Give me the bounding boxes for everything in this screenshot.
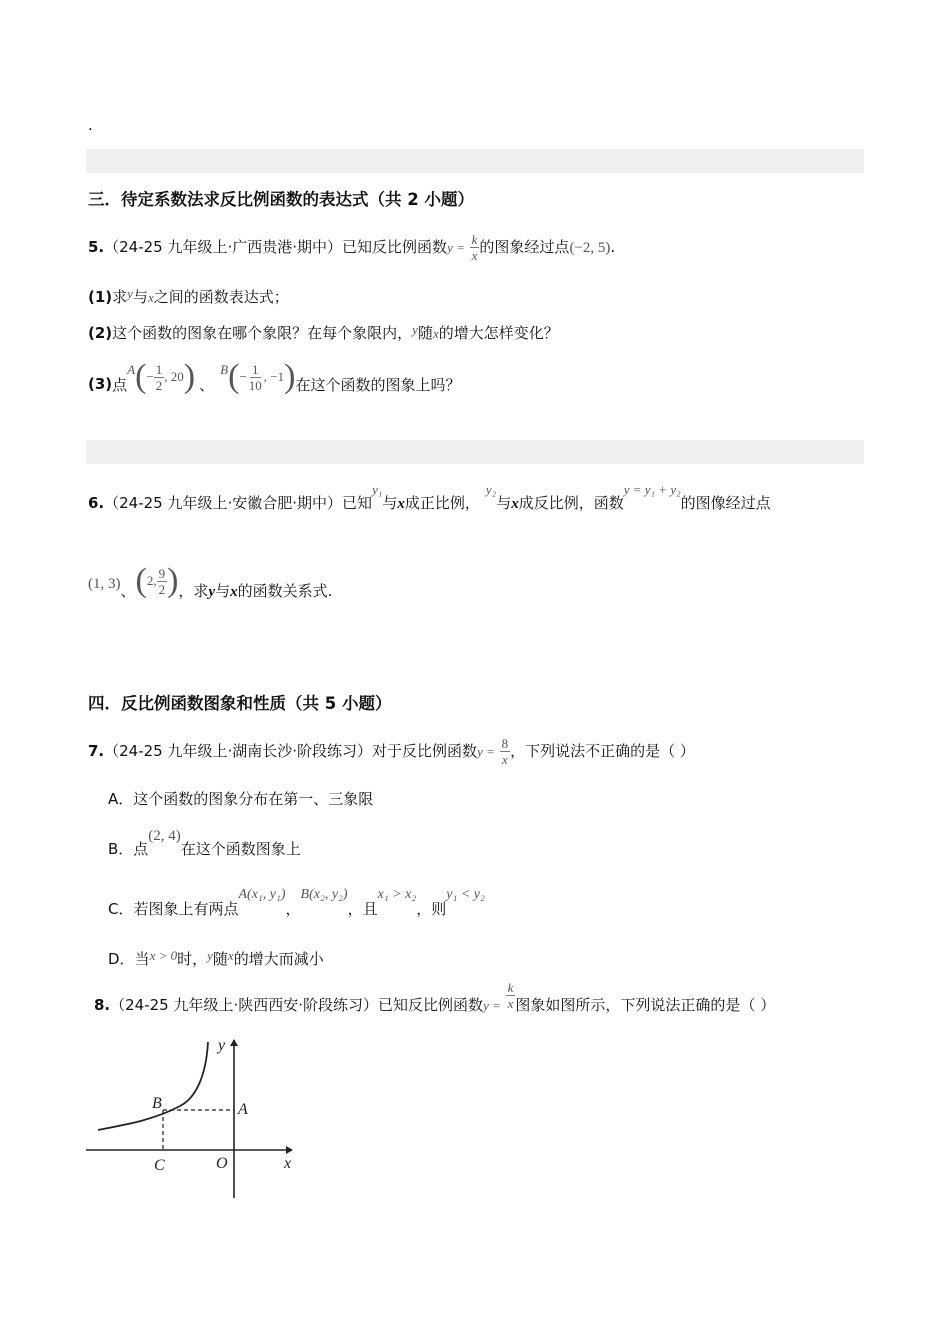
label-y: y xyxy=(218,1037,226,1054)
fraction-nine-halves: $\frac{9}{2}$ xyxy=(158,565,166,597)
stray-dot: . xyxy=(88,116,93,134)
math-y: y = xyxy=(447,240,465,255)
label-A: A xyxy=(238,1101,248,1118)
question-5-part-3: (3) 点 A ( − $\frac{1}{2}$ , 20 ) 、 B ( − $\frac{1}{10}$ , −1 ) 在这个函数的图象上吗？ xyxy=(88,358,461,395)
section-divider-band xyxy=(86,149,864,173)
question-source: （24-25 九年级上·陕西西安·阶段练习） xyxy=(110,996,379,1014)
fraction-8-over-x: $\frac{8}{x}$ xyxy=(501,736,509,767)
section-4-heading: 四．反比例函数图象和性质（共 5 小题） xyxy=(88,694,392,713)
point-1-3: (1, 3) xyxy=(88,575,121,592)
question-5-part-2: (2)这个函数的图象在哪个象限？在每个象限内，y随x的增大怎样变化？ xyxy=(88,322,559,342)
question-5-stem: 5.（24-25 九年级上·广西贵港·期中）已知反比例函数y = $\frac{k}{x}$ 的图象经过点(−2, 5). xyxy=(88,232,616,263)
question-number: 8. xyxy=(94,996,111,1014)
point-A-label: A xyxy=(127,362,136,377)
option-B: B．点(2, 4)在这个函数图象上 xyxy=(108,828,301,858)
fraction-k-over-x: $\frac{k}{x}$ xyxy=(471,232,478,263)
question-number: 7. xyxy=(88,742,105,760)
option-C: C．若图象上有两点A(x₁, y₁)，B(x₂, y₂)，且x₁ > x₂，则y₁ < y₂ xyxy=(108,887,485,918)
hyperbola-graph xyxy=(84,1032,314,1204)
question-6-stem: 6.（24-25 九年级上·安徽合肥·期中）已知y₁与x成正比例，y₂与x成反比例，函数y = y₁ + y₂的图像经过点 xyxy=(88,482,771,512)
question-number: 6. xyxy=(88,494,105,512)
label-origin: O xyxy=(216,1155,228,1172)
label-x: x xyxy=(284,1155,292,1172)
section-3-heading: 三．待定系数法求反比例函数的表达式（共 2 小题） xyxy=(88,190,474,209)
option-A: A．这个函数的图象分布在第一、三象限 xyxy=(108,790,374,808)
fraction-one-half: $\frac{1}{2}$ xyxy=(155,361,163,393)
label-B: B xyxy=(152,1095,162,1112)
fraction-one-tenth: $\frac{1}{10}$ xyxy=(248,361,262,393)
function-sum: y = y₁ + y₂ xyxy=(623,482,681,497)
question-7-stem: 7.（24-25 九年级上·湖南长沙·阶段练习）对于反比例函数y = $\frac{8}{x}$ ，下列说法不正确的是（ ） xyxy=(88,736,695,767)
question-number: 5. xyxy=(88,238,105,256)
fraction-k-over-x: $\frac{k}{x}$ xyxy=(507,980,514,1011)
question-5-part-1: (1)求y与x之间的函数表达式； xyxy=(88,286,289,306)
point-expression: (−2, 5) xyxy=(569,240,611,256)
question-source: （24-25 九年级上·广西贵港·期中） xyxy=(104,238,343,256)
point-B-label: B xyxy=(220,362,229,377)
section-divider-band xyxy=(86,440,864,464)
question-source: （24-25 九年级上·安徽合肥·期中） xyxy=(104,494,343,512)
question-8-stem: 8.（24-25 九年级上·陕西西安·阶段练习）已知反比例函数y = $\frac{k}{x}$ 图象如图所示，下列说法正确的是（ ） xyxy=(94,980,776,1014)
question-6-points: (1, 3) 、 ( 2, $\frac{9}{2}$ ) ，求y与x的函数关系式. xyxy=(88,562,333,600)
hyperbola-curve xyxy=(98,1042,208,1130)
option-D: D．当x > 0时，y随x的增大而减小 xyxy=(108,948,324,968)
question-source: （24-25 九年级上·湖南长沙·阶段练习） xyxy=(104,742,373,760)
label-C: C xyxy=(154,1157,165,1174)
